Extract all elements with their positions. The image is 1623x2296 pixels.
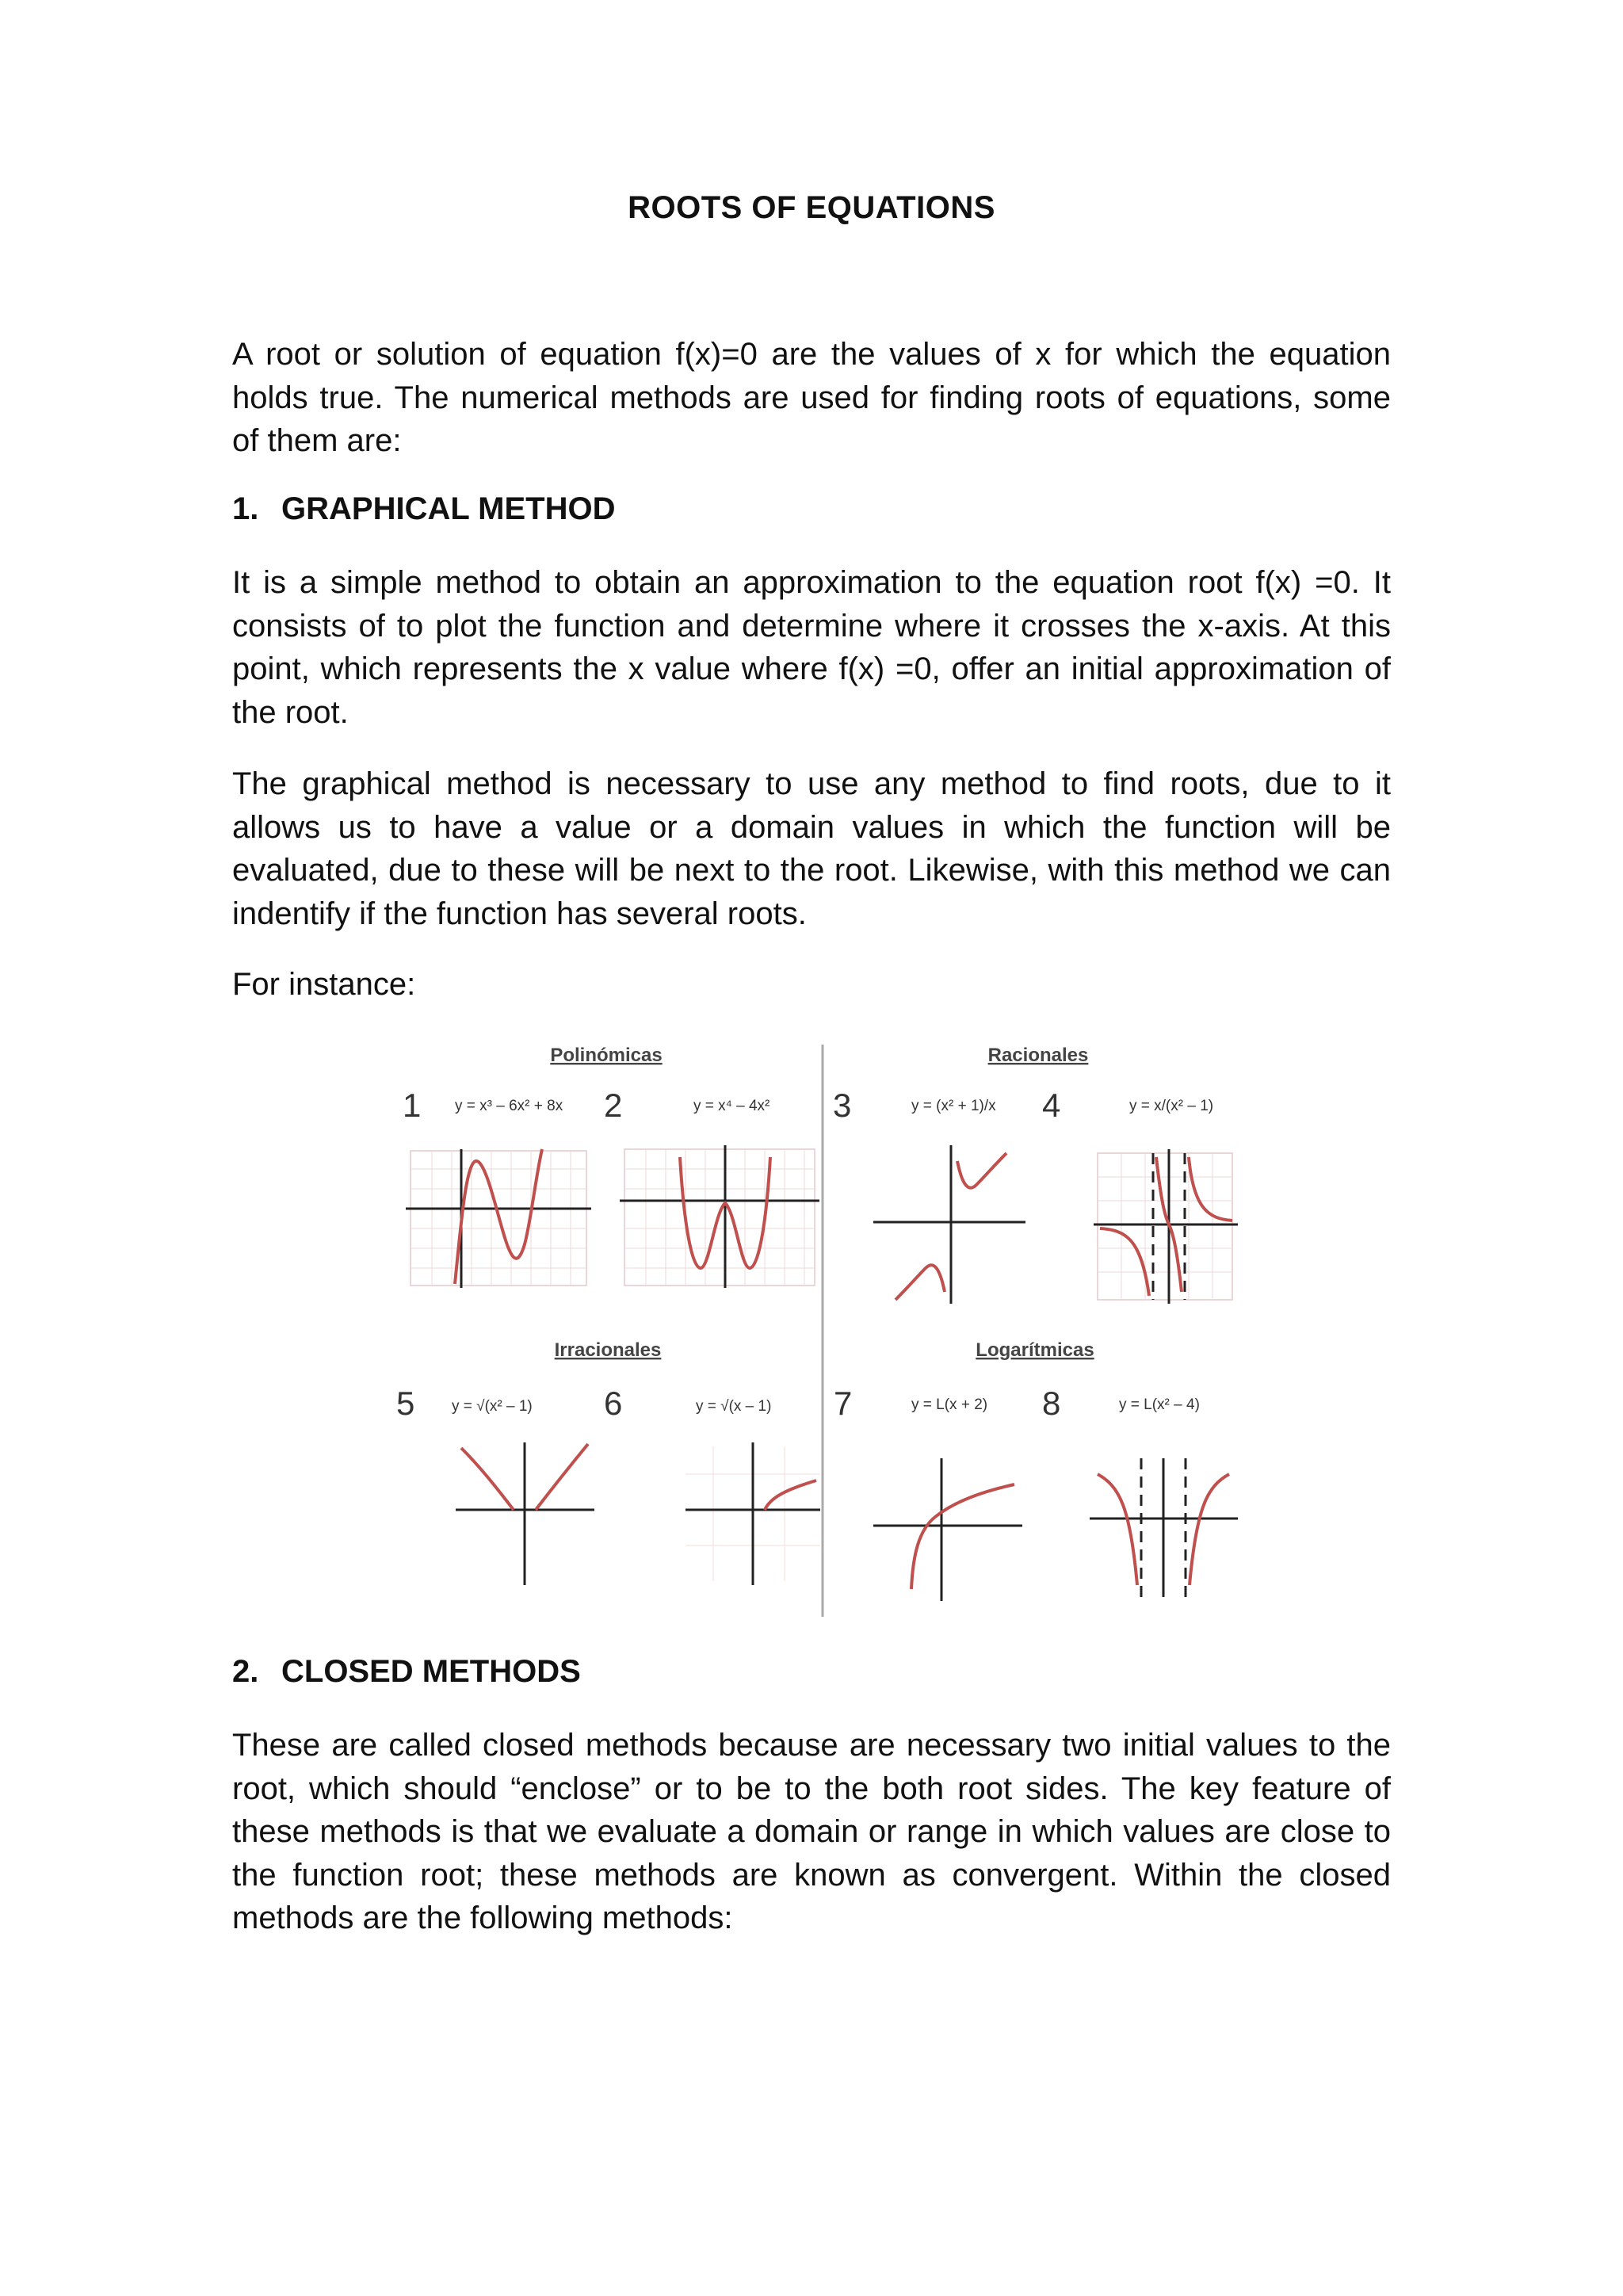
- panel-number-3: 3: [833, 1087, 852, 1124]
- section-2-heading: [232, 1654, 581, 1690]
- panel-formula-3: y = (x² + 1)/x: [911, 1098, 996, 1114]
- panel-formula-2: y = x⁴ – 4x²: [693, 1098, 770, 1114]
- function-examples-figure: [372, 1030, 1260, 1617]
- group-label-logaritmicas: Logarítmicas: [976, 1339, 1094, 1361]
- panel-graph-3: [873, 1145, 1025, 1304]
- panel-formula-5: y = √(x² – 1): [452, 1398, 533, 1415]
- panel-number-2: 2: [604, 1087, 623, 1124]
- section-1-paragraph-2: The graphical method is necessary to use any method to find roots, due to it allows us to have a value or a domain values in which the function will be evaluated, due to these will be next to the root. Likewise, with this method we can indentify if the function has several roots.: [232, 766, 1391, 931]
- panel-number-1: 1: [403, 1087, 422, 1124]
- panel-number-4: 4: [1042, 1087, 1061, 1124]
- panel-formula-7: y = L(x + 2): [911, 1396, 988, 1413]
- panel-graph-7: [873, 1458, 1022, 1601]
- panel-formula-6: y = √(x – 1): [696, 1398, 772, 1415]
- section-2-number: 2.: [232, 1654, 259, 1689]
- panel-number-6: 6: [604, 1385, 623, 1422]
- panel-formula-1: y = x³ – 6x² + 8x: [455, 1098, 563, 1114]
- panel-number-7: 7: [834, 1385, 853, 1422]
- panel-formula-8: y = L(x² – 4): [1119, 1396, 1200, 1413]
- group-label-irracionales: Irracionales: [554, 1339, 662, 1361]
- section-1-number: 1.: [232, 491, 259, 526]
- panel-graph-2: [620, 1145, 819, 1288]
- panel-number-5: 5: [396, 1385, 415, 1422]
- panel-graph-4: [1094, 1149, 1238, 1304]
- panel-formula-4: y = x/(x² – 1): [1129, 1098, 1214, 1114]
- section-2-title: CLOSED METHODS: [281, 1654, 581, 1689]
- panel-graph-6: [685, 1442, 820, 1585]
- panel-graph-1: [406, 1149, 591, 1288]
- section-2-paragraph-1: These are called closed methods because are necessary two initial values to the root, which should “enclose” or to be to the both root sides. The key feature of these methods is that we evaluate a domain or range in which values are close to the function root; these methods are known as convergent. Within the closed methods are the following methods:: [232, 1728, 1391, 1935]
- group-label-polinomicas: Polinómicas: [550, 1045, 663, 1066]
- group-label-racionales: Racionales: [987, 1045, 1089, 1066]
- panel-graph-8: [1090, 1458, 1238, 1597]
- section-1-title: GRAPHICAL METHOD: [281, 491, 616, 526]
- section-1-paragraph-1: It is a simple method to obtain an approximation to the equation root f(x) =0. It consists of to plot the function and determine where it crosses the x-axis. At this point, which represents the x value where f(x) =0, offer an initial approximation of the root.: [232, 565, 1391, 730]
- intro-paragraph: A root or solution of equation f(x)=0 are the values of x for which the equation holds true. The numerical methods are used for finding roots of equations, some of them are:: [232, 337, 1391, 458]
- section-1-paragraph-3: For instance:: [232, 967, 416, 1002]
- panel-graph-5: [456, 1442, 594, 1585]
- page-title: ROOTS OF EQUATIONS: [628, 190, 995, 225]
- section-1-heading: [232, 491, 615, 527]
- panel-number-8: 8: [1042, 1385, 1061, 1422]
